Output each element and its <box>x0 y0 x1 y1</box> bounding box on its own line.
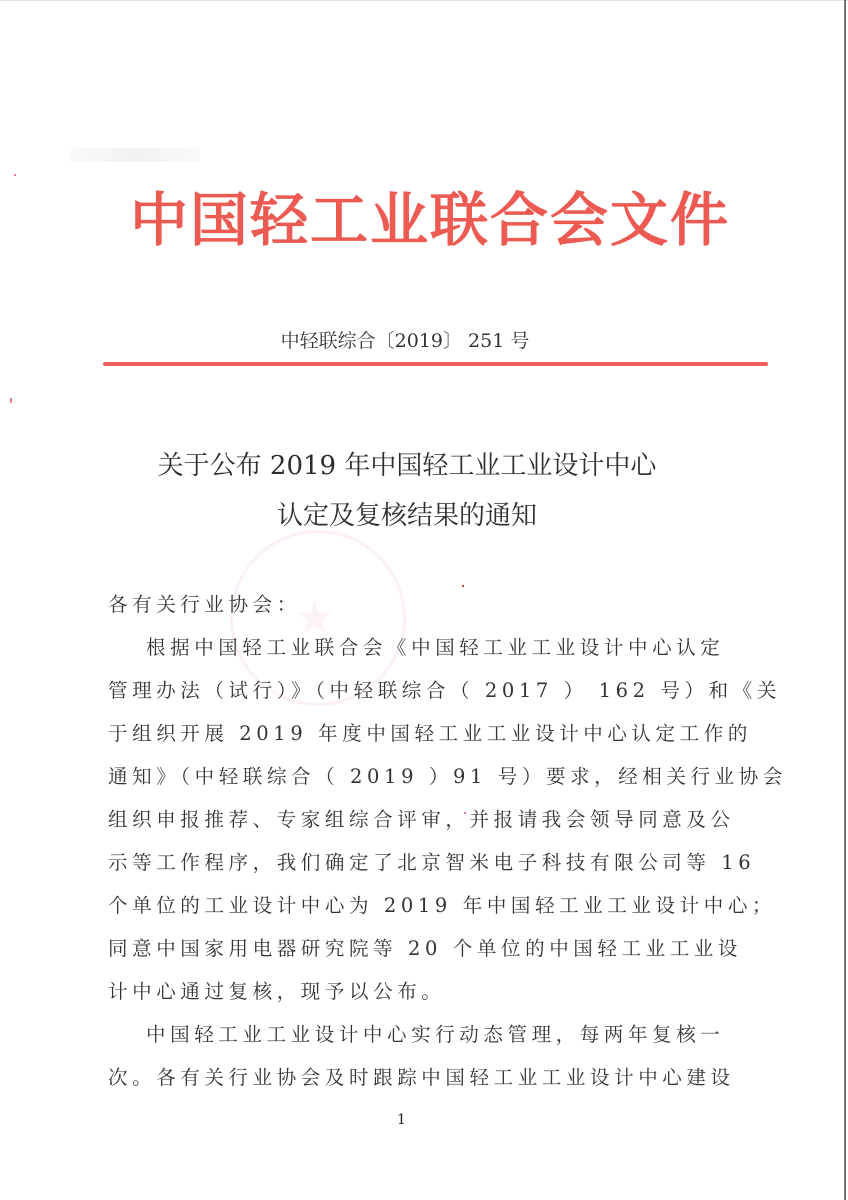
scan-speck <box>462 585 464 587</box>
body-line: 个单位的工业设计中心为 2019 年中国轻工业工业设计中心； <box>108 894 777 917</box>
document-number: 中轻联综合〔2019〕 251 号 <box>280 330 530 352</box>
scan-bleed-through <box>70 148 200 162</box>
notice-title-line-2: 认定及复核结果的通知 <box>276 501 537 531</box>
body-line: 组织申报推荐、专家组综合评审，并报请我会领导同意及公 <box>108 808 735 831</box>
scan-right-edge <box>844 0 846 1200</box>
body-line: 中国轻工业工业设计中心实行动态管理，每两年复核一 <box>146 1023 725 1046</box>
body-line: 次。各有关行业协会及时跟踪中国轻工业工业设计中心建设 <box>108 1066 735 1089</box>
body-line: 于组织开展 2019 年度中国轻工业工业设计中心认定工作的 <box>108 722 752 745</box>
page-number: 1 <box>397 1112 406 1128</box>
scan-speck <box>10 398 12 403</box>
scan-speck <box>14 174 16 176</box>
issuer-banner: 中国轻工业联合会文件 <box>129 186 730 254</box>
body-line: 同意中国家用电器研究院等 20 个单位的中国轻工业工业设 <box>108 937 743 960</box>
seal-star-icon: ★ <box>294 590 336 644</box>
body-line: 示等工作程序，我们确定了北京智米电子科技有限公司等 16 <box>108 851 756 874</box>
salutation: 各有关行业协会： <box>108 593 301 616</box>
body-line: 通知》（中轻联综合（ 2019 ）91 号）要求，经相关行业协会 <box>108 765 787 788</box>
scan-top-edge <box>0 0 848 1</box>
red-divider-rule <box>103 362 768 366</box>
body-line: 根据中国轻工业联合会《中国轻工业工业设计中心认定 <box>146 636 725 659</box>
body-line: 管理办法（试行）》（中轻联综合（ 2017 ） 162 号）和《关 <box>108 679 781 702</box>
body-line: 计中心通过复核，现予以公布。 <box>108 980 446 1003</box>
notice-title-line-1: 关于公布 2019 年中国轻工业工业设计中心 <box>157 451 657 481</box>
